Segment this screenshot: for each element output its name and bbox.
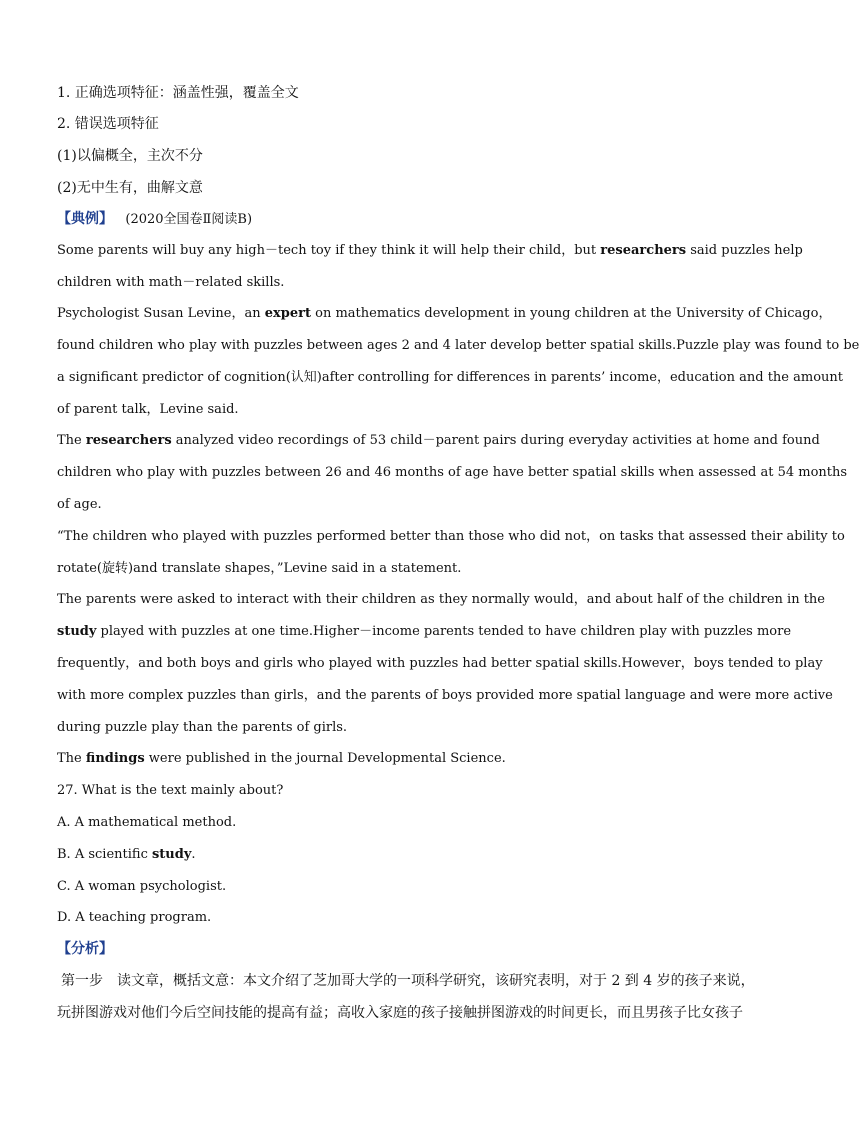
question-stem: 27. What is the text mainly about? (57, 783, 284, 798)
passage-line: frequently，and both boys and girls who played with puzzles had better spatial skills.However，boys tended to play (57, 656, 823, 671)
example-heading (57, 210, 738, 229)
note-item-2: 2. 错误选项特征 (57, 116, 159, 132)
option-b: B. A scientific study. (57, 847, 196, 862)
note-sub-1: (1)以偏概全，主次不分 (57, 148, 203, 164)
passage-line: a significant predictor of cognition(认知)after controlling for differences in parents’ income，education and the amount (57, 370, 843, 385)
example-label: 【典例】 (57, 211, 113, 227)
example-source: (2020全国卷Ⅱ阅读B) (125, 212, 253, 227)
bold-term: researchers (600, 243, 687, 258)
passage-line: study played with puzzles at one time.Higher－income parents tended to have children play with puzzles more (57, 624, 792, 639)
option-a: A. A mathematical method. (57, 815, 237, 830)
passage-line: rotate(旋转)and translate shapes，”Levine said in a statement. (57, 561, 462, 576)
bold-term: study (57, 624, 97, 639)
note-item-1: 1. 正确选项特征：涵盖性强，覆盖全文 (57, 85, 299, 101)
passage-line: found children who play with puzzles between ages 2 and 4 later develop better spatial skills.Puzzle play was found to be (57, 338, 859, 353)
option-d: D. A teaching program. (57, 910, 212, 925)
passage-line: with more complex puzzles than girls，and the parents of boys provided more spatial language and were more active (57, 688, 833, 703)
analysis-label: 【分析】 (57, 941, 113, 957)
bold-term: findings (85, 751, 145, 766)
passage-line: children with math－related skills. (57, 275, 285, 290)
passage-line: “The children who played with puzzles performed better than those who did not，on tasks that assessed their ability to (57, 529, 845, 544)
passage-line: The researchers analyzed video recordings of 53 child－parent pairs during everyday activities at home and found (57, 433, 820, 448)
passage-line: The parents were asked to interact with their children as they normally would，and about half of the children in the (57, 592, 825, 607)
option-c: C. A woman psychologist. (57, 879, 227, 894)
analysis-line: 第一步 读文章，概括文意：本文介绍了芝加哥大学的一项科学研究，该研究表明，对于 2 到 4 岁的孩子来说， (61, 973, 755, 989)
note-sub-2: (2)无中生有，曲解文意 (57, 180, 203, 196)
passage-line: during puzzle play than the parents of girls. (57, 720, 348, 735)
bold-term: expert (264, 306, 311, 321)
passage-line: of parent talk，Levine said. (57, 402, 239, 417)
analysis-line: 玩拼图游戏对他们今后空间技能的提高有益；高收入家庭的孩子接触拼图游戏的时间更长，而且男孩子比女孩子 (57, 1005, 743, 1021)
passage-line: children who play with puzzles between 26 and 46 months of age have better spatial skills when assessed at 54 months (57, 465, 848, 480)
passage-line: Some parents will buy any high－tech toy if they think it will help their child，but researchers said puzzles help (57, 243, 803, 258)
passage-line: The findings were published in the journal Developmental Science. (57, 751, 506, 766)
bold-term: study (151, 847, 192, 862)
bold-term: researchers (85, 433, 172, 448)
passage-line: of age. (57, 497, 102, 512)
passage-line: Psychologist Susan Levine，an expert on mathematics development in young children at the University of Chicago， (57, 306, 832, 321)
